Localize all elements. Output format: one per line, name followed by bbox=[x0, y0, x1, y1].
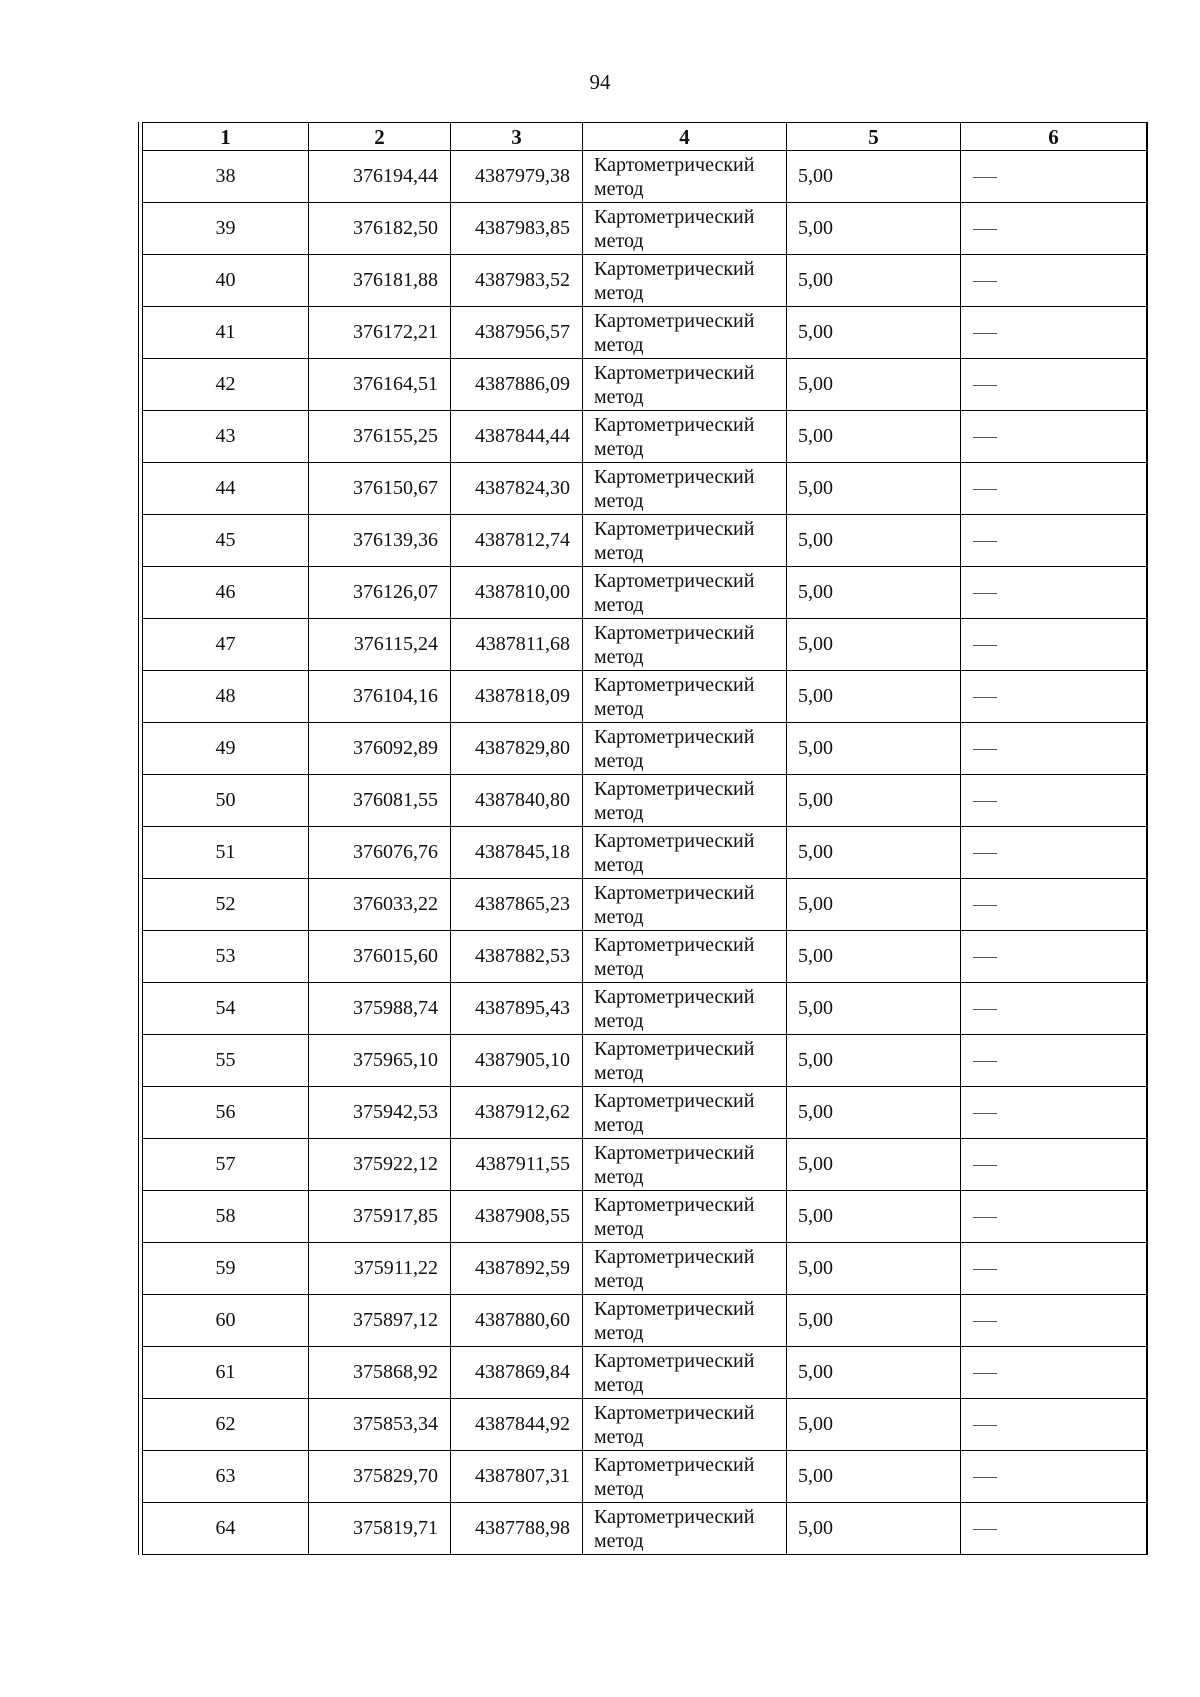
y-coordinate-cell: 4387895,43 bbox=[451, 983, 583, 1035]
y-coordinate-cell: 4387908,55 bbox=[451, 1191, 583, 1243]
y-coordinate-cell: 4387844,44 bbox=[451, 411, 583, 463]
method-line-1: Картометрический bbox=[594, 465, 755, 488]
note-cell bbox=[961, 1399, 1147, 1451]
x-coordinate-cell: 375868,92 bbox=[309, 1347, 451, 1399]
column-header-4: 4 bbox=[583, 123, 787, 151]
x-coordinate-cell: 376182,50 bbox=[309, 203, 451, 255]
method-line-2: метод bbox=[594, 957, 644, 980]
table-row bbox=[143, 775, 1147, 827]
method-cell bbox=[583, 1503, 787, 1555]
accuracy-cell: 5,00 bbox=[787, 359, 961, 411]
note-dash bbox=[973, 541, 997, 542]
note-dash bbox=[973, 1477, 997, 1478]
note-cell bbox=[961, 983, 1147, 1035]
y-coordinate-cell: 4387865,23 bbox=[451, 879, 583, 931]
method-line-1: Картометрический bbox=[594, 1245, 755, 1268]
table-row bbox=[143, 567, 1147, 619]
note-cell bbox=[961, 1139, 1147, 1191]
method-cell bbox=[583, 203, 787, 255]
table-row bbox=[143, 1035, 1147, 1087]
note-cell bbox=[961, 255, 1147, 307]
note-cell bbox=[961, 1035, 1147, 1087]
method-line-1: Картометрический bbox=[594, 725, 755, 748]
x-coordinate-cell: 375922,12 bbox=[309, 1139, 451, 1191]
method-line-2: метод bbox=[594, 229, 644, 252]
note-cell bbox=[961, 1087, 1147, 1139]
y-coordinate-cell: 4387810,00 bbox=[451, 567, 583, 619]
note-cell bbox=[961, 775, 1147, 827]
accuracy-cell: 5,00 bbox=[787, 463, 961, 515]
table-row bbox=[143, 827, 1147, 879]
y-coordinate-cell: 4387911,55 bbox=[451, 1139, 583, 1191]
x-coordinate-cell: 376033,22 bbox=[309, 879, 451, 931]
y-coordinate-cell: 4387812,74 bbox=[451, 515, 583, 567]
method-line-2: метод bbox=[594, 1477, 644, 1500]
note-dash bbox=[973, 229, 997, 230]
point-number-cell: 60 bbox=[143, 1295, 309, 1347]
method-cell bbox=[583, 619, 787, 671]
x-coordinate-cell: 375897,12 bbox=[309, 1295, 451, 1347]
method-cell bbox=[583, 359, 787, 411]
x-coordinate-cell: 376076,76 bbox=[309, 827, 451, 879]
method-cell bbox=[583, 1191, 787, 1243]
point-number-cell: 45 bbox=[143, 515, 309, 567]
note-cell bbox=[961, 671, 1147, 723]
method-cell bbox=[583, 775, 787, 827]
method-line-1: Картометрический bbox=[594, 1089, 755, 1112]
note-cell bbox=[961, 151, 1147, 203]
y-coordinate-cell: 4387979,38 bbox=[451, 151, 583, 203]
method-cell bbox=[583, 1087, 787, 1139]
point-number-cell: 57 bbox=[143, 1139, 309, 1191]
table-row bbox=[143, 151, 1147, 203]
y-coordinate-cell: 4387807,31 bbox=[451, 1451, 583, 1503]
x-coordinate-cell: 376092,89 bbox=[309, 723, 451, 775]
method-line-1: Картометрический bbox=[594, 1453, 755, 1476]
note-cell bbox=[961, 619, 1147, 671]
accuracy-cell: 5,00 bbox=[787, 1087, 961, 1139]
y-coordinate-cell: 4387912,62 bbox=[451, 1087, 583, 1139]
method-cell bbox=[583, 1243, 787, 1295]
table-row bbox=[143, 1347, 1147, 1399]
point-number-cell: 41 bbox=[143, 307, 309, 359]
note-cell bbox=[961, 1191, 1147, 1243]
x-coordinate-cell: 376164,51 bbox=[309, 359, 451, 411]
point-number-cell: 58 bbox=[143, 1191, 309, 1243]
point-number-cell: 39 bbox=[143, 203, 309, 255]
accuracy-cell: 5,00 bbox=[787, 1035, 961, 1087]
y-coordinate-cell: 4387840,80 bbox=[451, 775, 583, 827]
accuracy-cell: 5,00 bbox=[787, 671, 961, 723]
note-cell bbox=[961, 515, 1147, 567]
x-coordinate-cell: 376139,36 bbox=[309, 515, 451, 567]
table-row bbox=[143, 255, 1147, 307]
method-line-1: Картометрический bbox=[594, 257, 755, 280]
method-line-2: метод bbox=[594, 697, 644, 720]
y-coordinate-cell: 4387869,84 bbox=[451, 1347, 583, 1399]
accuracy-cell: 5,00 bbox=[787, 931, 961, 983]
point-number-cell: 51 bbox=[143, 827, 309, 879]
method-line-2: метод bbox=[594, 593, 644, 616]
note-cell bbox=[961, 1295, 1147, 1347]
x-coordinate-cell: 375917,85 bbox=[309, 1191, 451, 1243]
note-dash bbox=[973, 957, 997, 958]
table-row bbox=[143, 359, 1147, 411]
accuracy-cell: 5,00 bbox=[787, 515, 961, 567]
method-line-2: метод bbox=[594, 333, 644, 356]
method-line-2: метод bbox=[594, 1373, 644, 1396]
note-cell bbox=[961, 359, 1147, 411]
method-cell bbox=[583, 515, 787, 567]
accuracy-cell: 5,00 bbox=[787, 151, 961, 203]
point-number-cell: 61 bbox=[143, 1347, 309, 1399]
method-line-2: метод bbox=[594, 1217, 644, 1240]
column-header-3: 3 bbox=[451, 123, 583, 151]
accuracy-cell: 5,00 bbox=[787, 775, 961, 827]
method-line-1: Картометрический bbox=[594, 1401, 755, 1424]
note-dash bbox=[973, 437, 997, 438]
note-dash bbox=[973, 177, 997, 178]
method-line-1: Картометрический bbox=[594, 881, 755, 904]
method-line-1: Картометрический bbox=[594, 673, 755, 696]
method-line-2: метод bbox=[594, 1061, 644, 1084]
accuracy-cell: 5,00 bbox=[787, 1451, 961, 1503]
method-line-2: метод bbox=[594, 177, 644, 200]
accuracy-cell: 5,00 bbox=[787, 203, 961, 255]
method-line-1: Картометрический bbox=[594, 309, 755, 332]
point-number-cell: 47 bbox=[143, 619, 309, 671]
method-line-2: метод bbox=[594, 1009, 644, 1032]
note-cell bbox=[961, 1451, 1147, 1503]
table-row bbox=[143, 1503, 1147, 1555]
note-cell bbox=[961, 879, 1147, 931]
table-row bbox=[143, 515, 1147, 567]
column-header-1: 1 bbox=[143, 123, 309, 151]
note-cell bbox=[961, 1347, 1147, 1399]
method-line-1: Картометрический bbox=[594, 1505, 755, 1528]
method-cell bbox=[583, 1347, 787, 1399]
method-line-1: Картометрический bbox=[594, 413, 755, 436]
point-number-cell: 40 bbox=[143, 255, 309, 307]
method-line-1: Картометрический bbox=[594, 153, 755, 176]
note-cell bbox=[961, 411, 1147, 463]
x-coordinate-cell: 375819,71 bbox=[309, 1503, 451, 1555]
y-coordinate-cell: 4387811,68 bbox=[451, 619, 583, 671]
method-cell bbox=[583, 983, 787, 1035]
note-dash bbox=[973, 593, 997, 594]
accuracy-cell: 5,00 bbox=[787, 1295, 961, 1347]
y-coordinate-cell: 4387818,09 bbox=[451, 671, 583, 723]
method-line-2: метод bbox=[594, 645, 644, 668]
method-line-2: метод bbox=[594, 1269, 644, 1292]
method-cell bbox=[583, 307, 787, 359]
accuracy-cell: 5,00 bbox=[787, 1399, 961, 1451]
method-line-2: метод bbox=[594, 281, 644, 304]
point-number-cell: 53 bbox=[143, 931, 309, 983]
y-coordinate-cell: 4387788,98 bbox=[451, 1503, 583, 1555]
x-coordinate-cell: 376104,16 bbox=[309, 671, 451, 723]
table-header-row bbox=[143, 123, 1147, 151]
method-cell bbox=[583, 1451, 787, 1503]
table-row bbox=[143, 1399, 1147, 1451]
note-dash bbox=[973, 749, 997, 750]
y-coordinate-cell: 4387886,09 bbox=[451, 359, 583, 411]
point-number-cell: 64 bbox=[143, 1503, 309, 1555]
note-cell bbox=[961, 1503, 1147, 1555]
table-row bbox=[143, 463, 1147, 515]
method-line-1: Картометрический bbox=[594, 517, 755, 540]
table-row bbox=[143, 931, 1147, 983]
y-coordinate-cell: 4387845,18 bbox=[451, 827, 583, 879]
x-coordinate-cell: 376150,67 bbox=[309, 463, 451, 515]
note-dash bbox=[973, 1061, 997, 1062]
y-coordinate-cell: 4387983,85 bbox=[451, 203, 583, 255]
point-number-cell: 54 bbox=[143, 983, 309, 1035]
method-cell bbox=[583, 411, 787, 463]
method-cell bbox=[583, 463, 787, 515]
method-line-1: Картометрический bbox=[594, 1141, 755, 1164]
note-cell bbox=[961, 1243, 1147, 1295]
accuracy-cell: 5,00 bbox=[787, 1191, 961, 1243]
method-line-1: Картометрический bbox=[594, 205, 755, 228]
note-cell bbox=[961, 203, 1147, 255]
x-coordinate-cell: 376015,60 bbox=[309, 931, 451, 983]
x-coordinate-cell: 375911,22 bbox=[309, 1243, 451, 1295]
point-number-cell: 56 bbox=[143, 1087, 309, 1139]
method-line-2: метод bbox=[594, 1321, 644, 1344]
method-line-1: Картометрический bbox=[594, 1297, 755, 1320]
method-line-2: метод bbox=[594, 437, 644, 460]
accuracy-cell: 5,00 bbox=[787, 879, 961, 931]
note-dash bbox=[973, 1529, 997, 1530]
accuracy-cell: 5,00 bbox=[787, 827, 961, 879]
note-dash bbox=[973, 645, 997, 646]
method-line-2: метод bbox=[594, 1113, 644, 1136]
method-cell bbox=[583, 567, 787, 619]
table-row bbox=[143, 983, 1147, 1035]
y-coordinate-cell: 4387882,53 bbox=[451, 931, 583, 983]
method-line-1: Картометрический bbox=[594, 829, 755, 852]
y-coordinate-cell: 4387844,92 bbox=[451, 1399, 583, 1451]
method-cell bbox=[583, 1399, 787, 1451]
table-row bbox=[143, 1295, 1147, 1347]
point-number-cell: 63 bbox=[143, 1451, 309, 1503]
x-coordinate-cell: 376126,07 bbox=[309, 567, 451, 619]
method-line-2: метод bbox=[594, 853, 644, 876]
note-dash bbox=[973, 853, 997, 854]
point-number-cell: 52 bbox=[143, 879, 309, 931]
note-dash bbox=[973, 489, 997, 490]
note-cell bbox=[961, 567, 1147, 619]
accuracy-cell: 5,00 bbox=[787, 1139, 961, 1191]
note-dash bbox=[973, 801, 997, 802]
point-number-cell: 42 bbox=[143, 359, 309, 411]
method-line-1: Картометрический bbox=[594, 777, 755, 800]
note-dash bbox=[973, 697, 997, 698]
x-coordinate-cell: 376155,25 bbox=[309, 411, 451, 463]
table-row bbox=[143, 619, 1147, 671]
x-coordinate-cell: 376181,88 bbox=[309, 255, 451, 307]
accuracy-cell: 5,00 bbox=[787, 255, 961, 307]
x-coordinate-cell: 375965,10 bbox=[309, 1035, 451, 1087]
table-row bbox=[143, 1087, 1147, 1139]
x-coordinate-cell: 375988,74 bbox=[309, 983, 451, 1035]
method-line-1: Картометрический bbox=[594, 361, 755, 384]
accuracy-cell: 5,00 bbox=[787, 723, 961, 775]
point-number-cell: 48 bbox=[143, 671, 309, 723]
point-number-cell: 59 bbox=[143, 1243, 309, 1295]
table-row bbox=[143, 1243, 1147, 1295]
table-row bbox=[143, 671, 1147, 723]
note-cell bbox=[961, 827, 1147, 879]
note-dash bbox=[973, 1113, 997, 1114]
x-coordinate-cell: 376081,55 bbox=[309, 775, 451, 827]
y-coordinate-cell: 4387829,80 bbox=[451, 723, 583, 775]
column-header-2: 2 bbox=[309, 123, 451, 151]
method-cell bbox=[583, 827, 787, 879]
coordinates-table-frame bbox=[138, 122, 1148, 1555]
method-cell bbox=[583, 931, 787, 983]
point-number-cell: 62 bbox=[143, 1399, 309, 1451]
point-number-cell: 49 bbox=[143, 723, 309, 775]
note-cell bbox=[961, 931, 1147, 983]
method-line-1: Картометрический bbox=[594, 1193, 755, 1216]
table-row bbox=[143, 879, 1147, 931]
note-dash bbox=[973, 385, 997, 386]
note-dash bbox=[973, 1165, 997, 1166]
column-header-5: 5 bbox=[787, 123, 961, 151]
accuracy-cell: 5,00 bbox=[787, 567, 961, 619]
method-cell bbox=[583, 723, 787, 775]
accuracy-cell: 5,00 bbox=[787, 619, 961, 671]
table-row bbox=[143, 203, 1147, 255]
point-number-cell: 46 bbox=[143, 567, 309, 619]
point-number-cell: 55 bbox=[143, 1035, 309, 1087]
note-cell bbox=[961, 307, 1147, 359]
x-coordinate-cell: 376172,21 bbox=[309, 307, 451, 359]
point-number-cell: 38 bbox=[143, 151, 309, 203]
method-line-2: метод bbox=[594, 801, 644, 824]
x-coordinate-cell: 376194,44 bbox=[309, 151, 451, 203]
method-line-2: метод bbox=[594, 489, 644, 512]
method-line-1: Картометрический bbox=[594, 933, 755, 956]
table-row bbox=[143, 307, 1147, 359]
table-row bbox=[143, 1139, 1147, 1191]
method-cell bbox=[583, 255, 787, 307]
note-dash bbox=[973, 1373, 997, 1374]
accuracy-cell: 5,00 bbox=[787, 983, 961, 1035]
note-dash bbox=[973, 1009, 997, 1010]
accuracy-cell: 5,00 bbox=[787, 1347, 961, 1399]
y-coordinate-cell: 4387892,59 bbox=[451, 1243, 583, 1295]
note-dash bbox=[973, 333, 997, 334]
column-header-6: 6 bbox=[961, 123, 1147, 151]
method-line-2: метод bbox=[594, 1425, 644, 1448]
note-dash bbox=[973, 1269, 997, 1270]
note-dash bbox=[973, 905, 997, 906]
table-row bbox=[143, 1191, 1147, 1243]
y-coordinate-cell: 4387824,30 bbox=[451, 463, 583, 515]
note-dash bbox=[973, 1217, 997, 1218]
method-line-2: метод bbox=[594, 1529, 644, 1552]
page-number: 94 bbox=[589, 70, 611, 94]
y-coordinate-cell: 4387905,10 bbox=[451, 1035, 583, 1087]
method-line-1: Картометрический bbox=[594, 1349, 755, 1372]
y-coordinate-cell: 4387956,57 bbox=[451, 307, 583, 359]
table-row bbox=[143, 723, 1147, 775]
table-row bbox=[143, 1451, 1147, 1503]
note-dash bbox=[973, 1425, 997, 1426]
note-cell bbox=[961, 723, 1147, 775]
note-dash bbox=[973, 1321, 997, 1322]
point-number-cell: 43 bbox=[143, 411, 309, 463]
method-line-2: метод bbox=[594, 385, 644, 408]
method-cell bbox=[583, 1139, 787, 1191]
x-coordinate-cell: 376115,24 bbox=[309, 619, 451, 671]
method-line-2: метод bbox=[594, 905, 644, 928]
point-number-cell: 44 bbox=[143, 463, 309, 515]
y-coordinate-cell: 4387880,60 bbox=[451, 1295, 583, 1347]
point-number-cell: 50 bbox=[143, 775, 309, 827]
method-cell bbox=[583, 1295, 787, 1347]
accuracy-cell: 5,00 bbox=[787, 1243, 961, 1295]
method-cell bbox=[583, 879, 787, 931]
method-line-1: Картометрический bbox=[594, 621, 755, 644]
method-cell bbox=[583, 671, 787, 723]
note-dash bbox=[973, 281, 997, 282]
method-cell bbox=[583, 1035, 787, 1087]
accuracy-cell: 5,00 bbox=[787, 1503, 961, 1555]
method-line-1: Картометрический bbox=[594, 985, 755, 1008]
coordinates-table bbox=[142, 122, 1147, 1555]
y-coordinate-cell: 4387983,52 bbox=[451, 255, 583, 307]
note-cell bbox=[961, 463, 1147, 515]
method-line-1: Картометрический bbox=[594, 1037, 755, 1060]
method-line-2: метод bbox=[594, 749, 644, 772]
x-coordinate-cell: 375853,34 bbox=[309, 1399, 451, 1451]
x-coordinate-cell: 375942,53 bbox=[309, 1087, 451, 1139]
table-row bbox=[143, 411, 1147, 463]
accuracy-cell: 5,00 bbox=[787, 411, 961, 463]
method-line-1: Картометрический bbox=[594, 569, 755, 592]
method-line-2: метод bbox=[594, 1165, 644, 1188]
method-cell bbox=[583, 151, 787, 203]
method-line-2: метод bbox=[594, 541, 644, 564]
x-coordinate-cell: 375829,70 bbox=[309, 1451, 451, 1503]
accuracy-cell: 5,00 bbox=[787, 307, 961, 359]
